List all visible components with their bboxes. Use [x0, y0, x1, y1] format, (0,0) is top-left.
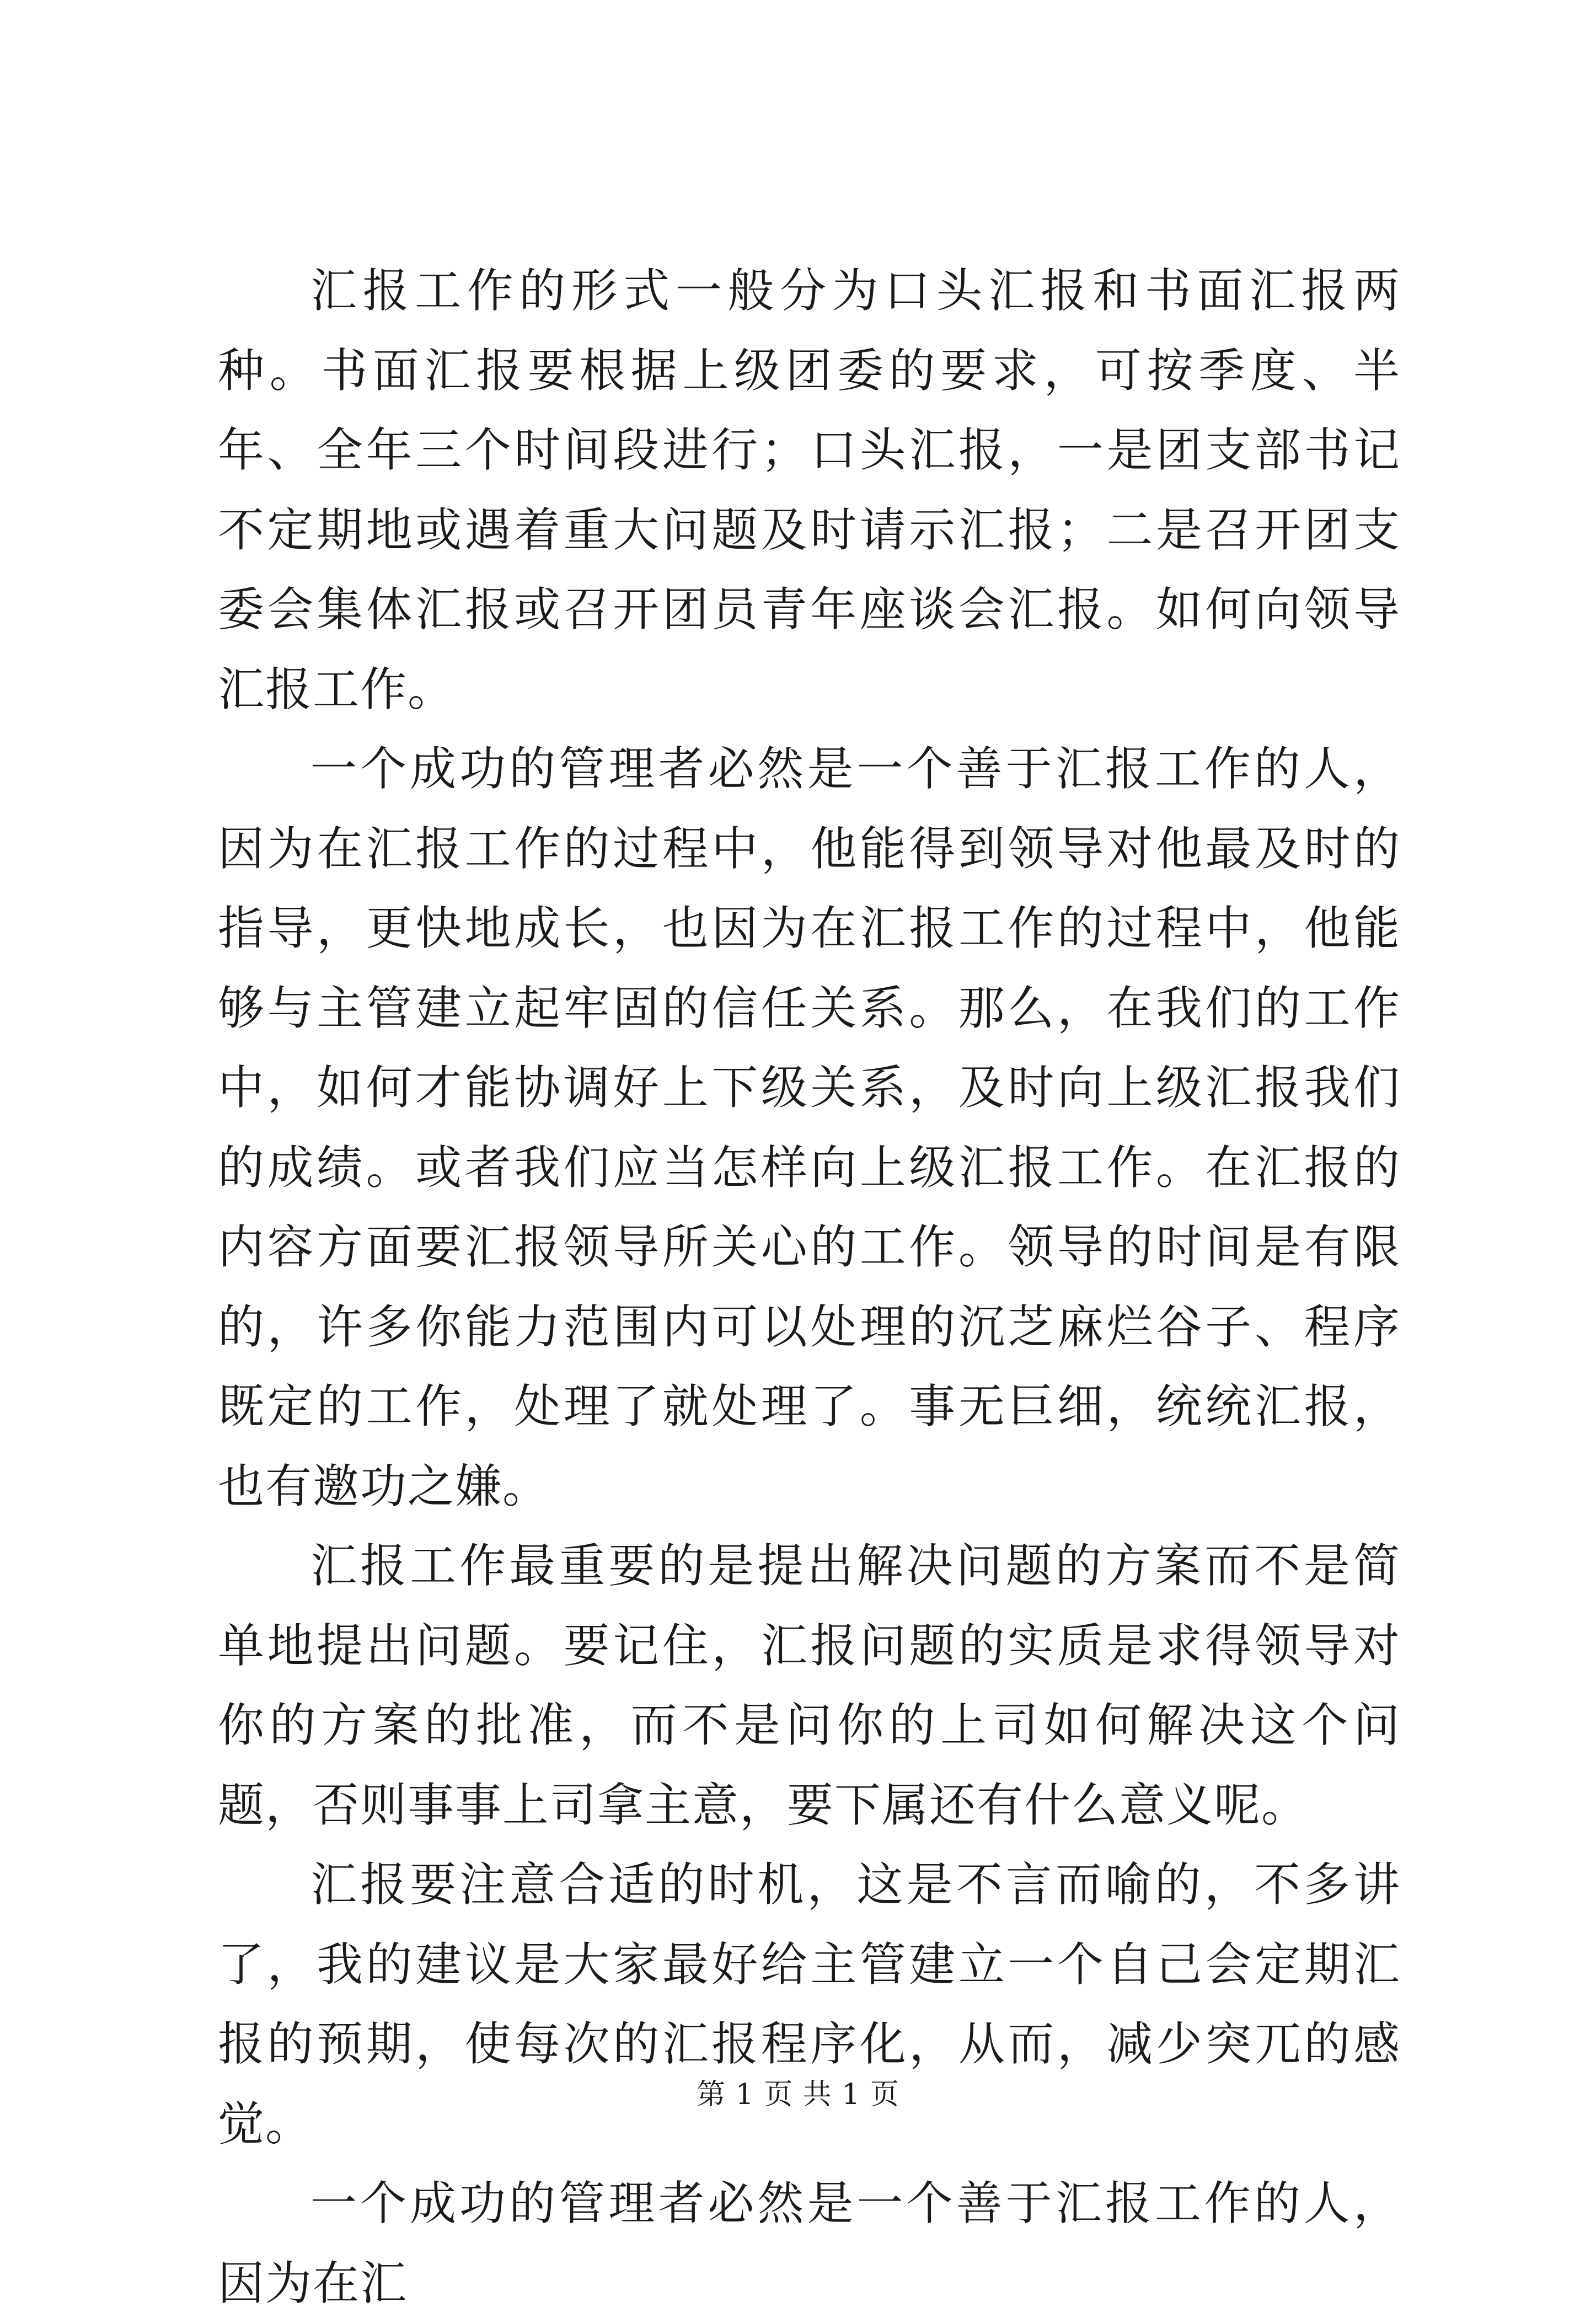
paragraph-3: 汇报工作最重要的是提出解决问题的方案而不是简单地提出问题。要记住，汇报问题的实质是求得领导对你的方案的批准，而不是问你的上司如何解决这个问题，否则事事上司拿主意，要下属还有什么意义呢。 [218, 1539, 1401, 1832]
document-body [218, 251, 1401, 2323]
page-footer: 第 1 页 共 1 页 [697, 2078, 899, 2111]
paragraph-4: 汇报要注意合适的时机，这是不言而喻的，不多讲了，我的建议是大家最好给主管建立一个自己会定期汇报的预期，使每次的汇报程序化，从而，减少突兀的感觉。 [218, 1858, 1401, 2151]
paragraph-2: 一个成功的管理者必然是一个善于汇报工作的人，因为在汇报工作的过程中，他能得到领导对他最及时的指导，更快地成长，也因为在汇报工作的过程中，他能够与主管建立起牢固的信任关系。那么，在我们的工作中，如何才能协调好上下级关系，及时向上级汇报我们的成绩。或者我们应当怎样向上级汇报工作。在汇报的内容方面要汇报领导所关心的工作。领导的时间是有限的，许多你能力范围内可以处理的沉芝麻烂谷子、程序既定的工作，处理了就处理了。事无巨细，统统汇报，也有邀功之嫌。 [218, 742, 1401, 1513]
paragraph-5: 一个成功的管理者必然是一个善于汇报工作的人，因为在汇 [218, 2176, 1401, 2310]
paragraph-1: 汇报工作的形式一般分为口头汇报和书面汇报两种。书面汇报要根据上级团委的要求，可按季度、半年、全年三个时间段进行；口头汇报，一是团支部书记不定期地或遇着重大问题及时请示汇报；二是召开团支委会集体汇报或召开团员青年座谈会汇报。如何向领导汇报工作。 [218, 264, 1401, 716]
